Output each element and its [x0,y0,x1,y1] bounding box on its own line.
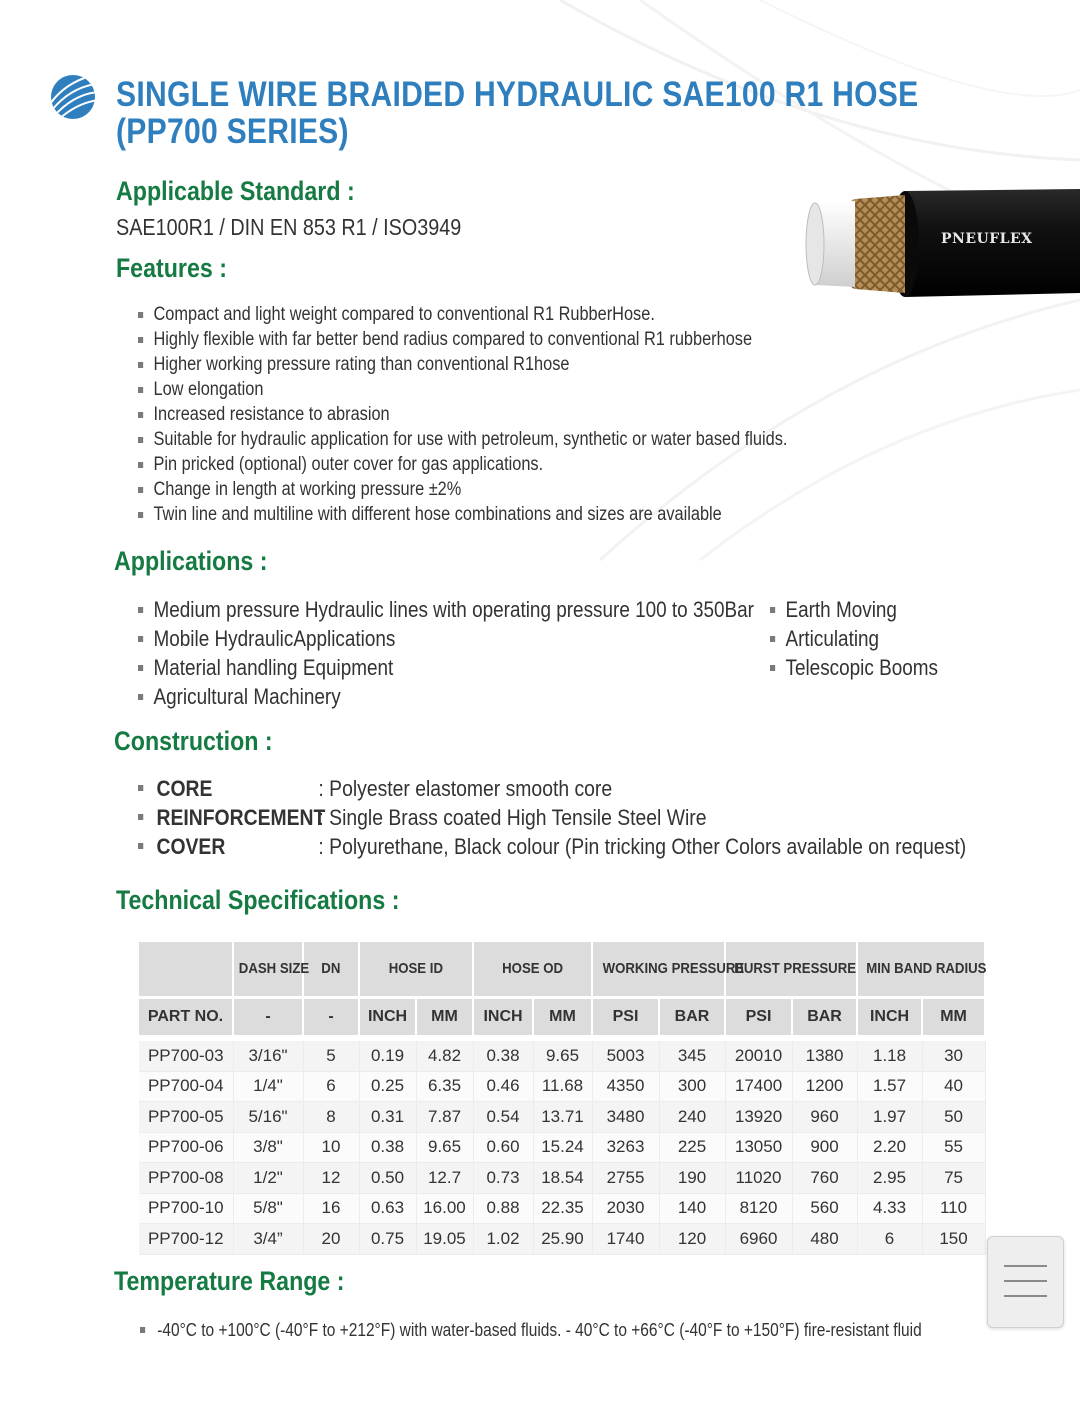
feature-item: Compact and light weight compared to conventional R1 RubberHose. [138,302,787,327]
unit-header: INCH [857,999,922,1035]
feature-item: Suitable for hydraulic application for use with petroleum, synthetic or water based fluids. [138,427,787,452]
table-cell: 3/8" [233,1132,303,1163]
table-cell: 1.18 [857,1041,922,1071]
application-item: Mobile HydraulicApplications [138,624,754,653]
table-cell: 1.02 [473,1224,533,1255]
specs-table-body [139,1041,985,1254]
unit-header: INCH [359,999,416,1035]
unit-header: MM [533,999,592,1035]
table-cell: 0.38 [359,1132,416,1163]
header-dash-size: DASH SIZE [233,942,303,996]
table-cell: 1740 [592,1224,659,1255]
header-hose-id: HOSE ID [359,942,473,996]
table-cell: 11.68 [533,1071,592,1102]
table-cell: 345 [659,1041,725,1071]
table-cell: 760 [792,1163,857,1194]
table-cell: 0.54 [473,1102,533,1133]
unit-header: BAR [659,999,725,1035]
table-cell: 225 [659,1132,725,1163]
temperature-heading: Temperature Range : [114,1266,345,1296]
table-cell: 480 [792,1224,857,1255]
feature-item: Low elongation [138,377,787,402]
temperature-text: -40°C to +100°C (-40°F to +212°F) with water-based fluids. - 40°C to +66°C (-40°F to +150°F) fire-resistant fluid [140,1320,922,1341]
part-number-cell: PP700-03 [139,1041,233,1071]
table-cell: 1.57 [857,1071,922,1102]
table-cell: 3263 [592,1132,659,1163]
specs-group-header-row [139,942,985,996]
specs-heading: Technical Specifications : [116,885,400,915]
specs-table [139,942,986,1255]
table-cell: 17400 [725,1071,792,1102]
table-cell: 0.73 [473,1163,533,1194]
table-cell: 1/2" [233,1163,303,1194]
table-row [139,1224,985,1255]
unit-header: MM [922,999,985,1035]
table-cell: 19.05 [416,1224,473,1255]
table-cell: 13.71 [533,1102,592,1133]
table-cell: 5/8" [233,1193,303,1224]
construction-value: : Polyurethane, Black colour (Pin tricking Other Colors available on request) [318,834,967,859]
table-cell: 18.54 [533,1163,592,1194]
table-cell: 190 [659,1163,725,1194]
applications-list-left [138,595,854,711]
table-cell: 22.35 [533,1193,592,1224]
table-row [139,1163,985,1194]
table-cell: 25.90 [533,1224,592,1255]
table-cell: 0.19 [359,1041,416,1071]
application-item: Earth Moving [770,595,938,624]
part-number-cell: PP700-05 [139,1102,233,1133]
table-cell: 960 [792,1102,857,1133]
table-cell: 0.31 [359,1102,416,1133]
feature-item: Change in length at working pressure ±2% [138,477,787,502]
table-cell: 300 [659,1071,725,1102]
application-item: Material handling Equipment [138,653,754,682]
table-cell: 16 [303,1193,359,1224]
unit-header: PSI [592,999,659,1035]
table-cell: 9.65 [533,1041,592,1071]
table-cell: 0.88 [473,1193,533,1224]
construction-label: REINFORCEMENT [156,805,326,830]
table-cell: 13920 [725,1102,792,1133]
table-cell: 0.46 [473,1071,533,1102]
construction-label: CORE [156,776,213,801]
table-cell: 7.87 [416,1102,473,1133]
applications-heading: Applications : [114,546,268,576]
table-cell: 2755 [592,1163,659,1194]
table-cell: 55 [922,1132,985,1163]
table-cell: 50 [922,1102,985,1133]
applications-list-right [770,595,965,682]
part-number-cell: PP700-10 [139,1193,233,1224]
table-cell: 6960 [725,1224,792,1255]
unit-header: PART NO. [139,999,233,1035]
table-cell: 5/16" [233,1102,303,1133]
table-cell: 20 [303,1224,359,1255]
table-cell: 3/4” [233,1224,303,1255]
header-dn: DN [303,942,359,996]
construction-value: : Polyester elastomer smooth core [318,776,613,801]
table-cell: 4.82 [416,1041,473,1071]
title-line-1: SINGLE WIRE BRAIDED HYDRAULIC SAE100 R1 HOSE [116,75,919,114]
table-cell: 3/16" [233,1041,303,1071]
table-cell: 900 [792,1132,857,1163]
table-cell: 11020 [725,1163,792,1194]
table-cell: 140 [659,1193,725,1224]
table-cell: 75 [922,1163,985,1194]
table-cell: 150 [922,1224,985,1255]
page-title [116,76,918,150]
part-number-cell: PP700-12 [139,1224,233,1255]
table-cell: 4350 [592,1071,659,1102]
header-working-pressure: WORKING PRESSURE [592,942,725,996]
table-cell: 6 [303,1071,359,1102]
title-line-2: (PP700 SERIES) [116,112,349,151]
table-cell: 110 [922,1193,985,1224]
construction-value: : Single Brass coated High Tensile Steel Wire [318,805,707,830]
header-hose-od: HOSE OD [473,942,592,996]
header-blank [139,942,233,996]
company-logo-icon [50,74,96,120]
specs-unit-header-row [139,999,985,1035]
application-item: Articulating [770,624,938,653]
table-cell: 6 [857,1224,922,1255]
table-cell: 15.24 [533,1132,592,1163]
application-item: Telescopic Booms [770,653,938,682]
table-cell: 560 [792,1193,857,1224]
unit-header: - [233,999,303,1035]
feature-item: Increased resistance to abrasion [138,402,787,427]
feature-item: Twin line and multiline with different hose combinations and sizes are available [138,502,787,527]
table-row [139,1193,985,1224]
standard-heading: Applicable Standard : [116,176,355,206]
construction-heading: Construction : [114,726,273,756]
table-cell: 0.63 [359,1193,416,1224]
standard-text: SAE100R1 / DIN EN 853 R1 / ISO3949 [116,214,462,240]
table-cell: 0.50 [359,1163,416,1194]
unit-header: INCH [473,999,533,1035]
table-cell: 4.33 [857,1193,922,1224]
table-cell: 30 [922,1041,985,1071]
table-cell: 8120 [725,1193,792,1224]
table-cell: 40 [922,1071,985,1102]
features-heading: Features : [116,253,227,283]
table-cell: 8 [303,1102,359,1133]
unit-header: PSI [725,999,792,1035]
table-cell: 5003 [592,1041,659,1071]
table-cell: 6.35 [416,1071,473,1102]
table-cell: 9.65 [416,1132,473,1163]
table-cell: 2.95 [857,1163,922,1194]
feature-item: Highly flexible with far better bend radius compared to conventional R1 rubberhose [138,327,787,352]
table-cell: 1/4" [233,1071,303,1102]
part-number-cell: PP700-08 [139,1163,233,1194]
unit-header: MM [416,999,473,1035]
table-cell: 0.60 [473,1132,533,1163]
table-cell: 12.7 [416,1163,473,1194]
hose-brand-label: PNEUFLEX [941,231,1033,247]
table-cell: 12 [303,1163,359,1194]
table-cell: 10 [303,1132,359,1163]
part-number-cell: PP700-04 [139,1071,233,1102]
table-cell: 120 [659,1224,725,1255]
part-number-cell: PP700-06 [139,1132,233,1163]
table-cell: 16.00 [416,1193,473,1224]
header-burst-pressure: BURST PRESSURE [725,942,857,996]
unit-header: - [303,999,359,1035]
table-row [139,1102,985,1133]
table-cell: 3480 [592,1102,659,1133]
table-cell: 2030 [592,1193,659,1224]
table-cell: 1200 [792,1071,857,1102]
feature-item: Higher working pressure rating than conventional R1hose [138,352,787,377]
table-cell: 2.20 [857,1132,922,1163]
table-row [139,1132,985,1163]
application-item: Agricultural Machinery [138,682,754,711]
table-row [139,1041,985,1071]
header-min-bend-radius: MIN BAND RADIUS [857,942,985,996]
table-cell: 1380 [792,1041,857,1071]
table-cell: 1.97 [857,1102,922,1133]
unit-header: BAR [792,999,857,1035]
application-item: Medium pressure Hydraulic lines with operating pressure 100 to 350Bar [138,595,754,624]
table-cell: 0.38 [473,1041,533,1071]
table-cell: 13050 [725,1132,792,1163]
construction-label: COVER [156,834,226,859]
table-cell: 0.75 [359,1224,416,1255]
table-row [139,1071,985,1102]
table-cell: 5 [303,1041,359,1071]
table-cell: 0.25 [359,1071,416,1102]
menu-button[interactable] [987,1236,1064,1328]
table-cell: 240 [659,1102,725,1133]
feature-item: Pin pricked (optional) outer cover for gas applications. [138,452,787,477]
table-cell: 20010 [725,1041,792,1071]
features-list [138,302,893,527]
